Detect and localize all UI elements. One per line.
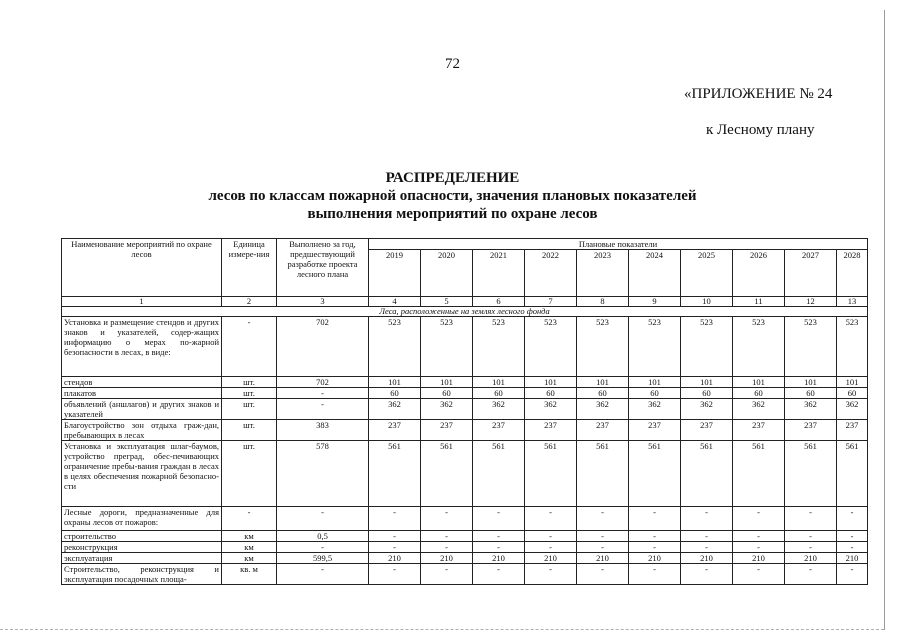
section-row bbox=[62, 307, 868, 317]
row-planned-value: 362 bbox=[369, 399, 421, 420]
column-number: 13 bbox=[837, 297, 868, 307]
row-planned-value: 101 bbox=[421, 377, 473, 388]
year-header: 2028 bbox=[837, 250, 868, 297]
row-planned-value: - bbox=[785, 542, 837, 553]
year-header: 2026 bbox=[733, 250, 785, 297]
table-row bbox=[62, 441, 868, 507]
row-planned-value: 362 bbox=[837, 399, 868, 420]
row-unit: шт. bbox=[222, 377, 277, 388]
row-planned-value: - bbox=[681, 507, 733, 531]
header-planned-indicators: Плановые показатели bbox=[369, 239, 868, 250]
column-number: 5 bbox=[421, 297, 473, 307]
column-number: 1 bbox=[62, 297, 222, 307]
table-row bbox=[62, 399, 868, 420]
column-number: 11 bbox=[733, 297, 785, 307]
header-unit: Единица измере-ния bbox=[222, 239, 277, 297]
row-planned-value: 210 bbox=[473, 553, 525, 564]
row-planned-value: 561 bbox=[577, 441, 629, 507]
appendix-label: «ПРИЛОЖЕНИЕ № 24 bbox=[684, 86, 833, 102]
row-planned-value: - bbox=[421, 564, 473, 585]
year-header: 2021 bbox=[473, 250, 525, 297]
row-activity-name: объявлений (аншлагов) и других знаков и указателей bbox=[62, 399, 222, 420]
row-planned-value: 561 bbox=[681, 441, 733, 507]
row-planned-value: 523 bbox=[837, 317, 868, 377]
row-activity-name: реконструкция bbox=[62, 542, 222, 553]
row-planned-value: 561 bbox=[733, 441, 785, 507]
row-activity-name: Установка и эксплуатация шлаг-баумов, устройство преград, обес-печивающих ограничение пребы-вания граждан в лесах в целях обеспечения пожарной безопасно-сти bbox=[62, 441, 222, 507]
planned-indicators-table bbox=[61, 238, 868, 585]
row-planned-value: 523 bbox=[369, 317, 421, 377]
row-planned-value: - bbox=[681, 564, 733, 585]
row-activity-name: эксплуатация bbox=[62, 553, 222, 564]
row-planned-value: 523 bbox=[681, 317, 733, 377]
row-planned-value: 561 bbox=[525, 441, 577, 507]
row-planned-value: - bbox=[837, 564, 868, 585]
row-done-value: 0,5 bbox=[277, 531, 369, 542]
year-header: 2023 bbox=[577, 250, 629, 297]
column-number: 12 bbox=[785, 297, 837, 307]
year-header: 2024 bbox=[629, 250, 681, 297]
row-planned-value: 362 bbox=[733, 399, 785, 420]
row-unit: шт. bbox=[222, 441, 277, 507]
row-planned-value: - bbox=[369, 542, 421, 553]
row-planned-value: 101 bbox=[837, 377, 868, 388]
row-planned-value: 101 bbox=[577, 377, 629, 388]
row-done-value: 702 bbox=[277, 377, 369, 388]
column-numbers-row bbox=[62, 297, 868, 307]
column-number: 2 bbox=[222, 297, 277, 307]
column-number: 9 bbox=[629, 297, 681, 307]
row-done-value: - bbox=[277, 564, 369, 585]
row-done-value: - bbox=[277, 542, 369, 553]
row-planned-value: 101 bbox=[369, 377, 421, 388]
year-header: 2027 bbox=[785, 250, 837, 297]
row-planned-value: - bbox=[473, 531, 525, 542]
row-planned-value: - bbox=[577, 531, 629, 542]
column-number: 4 bbox=[369, 297, 421, 307]
row-planned-value: - bbox=[525, 507, 577, 531]
row-done-value: 599,5 bbox=[277, 553, 369, 564]
row-planned-value: - bbox=[369, 507, 421, 531]
year-header: 2020 bbox=[421, 250, 473, 297]
row-activity-name: плакатов bbox=[62, 388, 222, 399]
table-row bbox=[62, 420, 868, 441]
row-planned-value: - bbox=[369, 564, 421, 585]
row-activity-name: стендов bbox=[62, 377, 222, 388]
row-planned-value: 101 bbox=[785, 377, 837, 388]
row-planned-value: - bbox=[473, 542, 525, 553]
table-row bbox=[62, 553, 868, 564]
row-planned-value: 362 bbox=[629, 399, 681, 420]
row-unit: кв. м bbox=[222, 564, 277, 585]
row-planned-value: - bbox=[525, 542, 577, 553]
row-activity-name: строительство bbox=[62, 531, 222, 542]
row-planned-value: 210 bbox=[837, 553, 868, 564]
row-done-value: 578 bbox=[277, 441, 369, 507]
row-done-value: 702 bbox=[277, 317, 369, 377]
row-planned-value: - bbox=[837, 542, 868, 553]
row-planned-value: - bbox=[785, 564, 837, 585]
row-planned-value: 210 bbox=[525, 553, 577, 564]
header-done-previous-year: Выполнено за год, предшествующий разработке проекта лесного плана bbox=[277, 239, 369, 297]
row-planned-value: 237 bbox=[369, 420, 421, 441]
row-planned-value: 362 bbox=[785, 399, 837, 420]
row-planned-value: 237 bbox=[629, 420, 681, 441]
row-planned-value: 60 bbox=[369, 388, 421, 399]
row-planned-value: - bbox=[837, 531, 868, 542]
row-planned-value: 101 bbox=[525, 377, 577, 388]
row-activity-name: Благоустройство зон отдыха граж-дан, пребывающих в лесах bbox=[62, 420, 222, 441]
row-planned-value: 101 bbox=[681, 377, 733, 388]
row-planned-value: - bbox=[733, 542, 785, 553]
row-done-value: - bbox=[277, 388, 369, 399]
row-done-value: - bbox=[277, 399, 369, 420]
document-title bbox=[0, 169, 905, 223]
row-planned-value: 237 bbox=[837, 420, 868, 441]
row-planned-value: 210 bbox=[577, 553, 629, 564]
year-header: 2025 bbox=[681, 250, 733, 297]
row-planned-value: 523 bbox=[785, 317, 837, 377]
row-planned-value: 561 bbox=[837, 441, 868, 507]
title-line-2: лесов по классам пожарной опасности, значения плановых показателей bbox=[208, 188, 697, 204]
row-planned-value: - bbox=[577, 507, 629, 531]
column-number: 6 bbox=[473, 297, 525, 307]
row-planned-value: 523 bbox=[629, 317, 681, 377]
row-planned-value: - bbox=[733, 564, 785, 585]
row-planned-value: - bbox=[733, 507, 785, 531]
row-planned-value: 210 bbox=[733, 553, 785, 564]
row-planned-value: 561 bbox=[629, 441, 681, 507]
row-unit: - bbox=[222, 507, 277, 531]
row-planned-value: 210 bbox=[681, 553, 733, 564]
row-planned-value: 362 bbox=[473, 399, 525, 420]
row-planned-value: 523 bbox=[421, 317, 473, 377]
row-planned-value: 60 bbox=[733, 388, 785, 399]
row-planned-value: 237 bbox=[473, 420, 525, 441]
row-planned-value: 362 bbox=[421, 399, 473, 420]
table-row bbox=[62, 317, 868, 377]
column-number: 7 bbox=[525, 297, 577, 307]
row-planned-value: - bbox=[629, 564, 681, 585]
row-planned-value: 561 bbox=[369, 441, 421, 507]
row-planned-value: - bbox=[473, 564, 525, 585]
row-unit: км bbox=[222, 553, 277, 564]
section-title: Леса, расположенные на землях лесного фонда bbox=[62, 307, 868, 317]
table-body bbox=[62, 307, 868, 585]
row-planned-value: 237 bbox=[421, 420, 473, 441]
row-planned-value: 237 bbox=[681, 420, 733, 441]
row-planned-value: - bbox=[733, 531, 785, 542]
row-planned-value: 60 bbox=[525, 388, 577, 399]
row-planned-value: 210 bbox=[785, 553, 837, 564]
row-planned-value: - bbox=[577, 564, 629, 585]
table-row bbox=[62, 377, 868, 388]
row-planned-value: - bbox=[837, 507, 868, 531]
row-planned-value: 237 bbox=[525, 420, 577, 441]
table-row bbox=[62, 564, 868, 585]
row-planned-value: - bbox=[681, 531, 733, 542]
row-planned-value: - bbox=[525, 531, 577, 542]
row-planned-value: 101 bbox=[629, 377, 681, 388]
column-number: 3 bbox=[277, 297, 369, 307]
page-right-edge bbox=[884, 10, 885, 630]
row-unit: шт. bbox=[222, 399, 277, 420]
row-planned-value: 362 bbox=[681, 399, 733, 420]
row-planned-value: 523 bbox=[525, 317, 577, 377]
row-planned-value: 523 bbox=[473, 317, 525, 377]
year-header: 2022 bbox=[525, 250, 577, 297]
row-done-value: - bbox=[277, 507, 369, 531]
page-bottom-edge bbox=[0, 629, 884, 630]
row-planned-value: 60 bbox=[421, 388, 473, 399]
row-planned-value: 237 bbox=[577, 420, 629, 441]
row-activity-name: Лесные дороги, предназначенные для охраны лесов от пожаров: bbox=[62, 507, 222, 531]
row-planned-value: - bbox=[629, 507, 681, 531]
row-planned-value: - bbox=[473, 507, 525, 531]
row-planned-value: 210 bbox=[369, 553, 421, 564]
column-number: 10 bbox=[681, 297, 733, 307]
row-planned-value: - bbox=[525, 564, 577, 585]
page-number: 72 bbox=[445, 56, 460, 72]
row-planned-value: 210 bbox=[629, 553, 681, 564]
row-activity-name: Установка и размещение стендов и других знаков и указателей, содер-жащих информацию о мерах по-жарной безопасности в лесах, в виде: bbox=[62, 317, 222, 377]
row-planned-value: - bbox=[681, 542, 733, 553]
row-planned-value: 561 bbox=[473, 441, 525, 507]
row-unit: шт. bbox=[222, 388, 277, 399]
header-activity-name: Наименование мероприятий по охране лесов bbox=[62, 239, 222, 297]
row-planned-value: - bbox=[369, 531, 421, 542]
row-planned-value: 101 bbox=[733, 377, 785, 388]
row-unit: шт. bbox=[222, 420, 277, 441]
table-row bbox=[62, 388, 868, 399]
row-planned-value: 561 bbox=[785, 441, 837, 507]
row-planned-value: - bbox=[577, 542, 629, 553]
row-planned-value: 60 bbox=[785, 388, 837, 399]
row-planned-value: 362 bbox=[577, 399, 629, 420]
row-planned-value: 60 bbox=[629, 388, 681, 399]
row-planned-value: 60 bbox=[577, 388, 629, 399]
column-number: 8 bbox=[577, 297, 629, 307]
row-planned-value: 523 bbox=[577, 317, 629, 377]
row-unit: - bbox=[222, 317, 277, 377]
table-row bbox=[62, 507, 868, 531]
row-planned-value: - bbox=[785, 507, 837, 531]
appendix-subtitle: к Лесному плану bbox=[706, 122, 815, 138]
row-unit: км bbox=[222, 542, 277, 553]
row-planned-value: - bbox=[421, 542, 473, 553]
row-planned-value: 210 bbox=[421, 553, 473, 564]
title-line-1: РАСПРЕДЕЛЕНИЕ bbox=[385, 170, 520, 186]
row-planned-value: - bbox=[421, 531, 473, 542]
row-planned-value: 237 bbox=[785, 420, 837, 441]
row-activity-name: Строительство, реконструкция и эксплуатация посадочных площа- bbox=[62, 564, 222, 585]
row-planned-value: - bbox=[785, 531, 837, 542]
row-planned-value: - bbox=[629, 531, 681, 542]
row-planned-value: - bbox=[629, 542, 681, 553]
row-planned-value: 237 bbox=[733, 420, 785, 441]
row-planned-value: 60 bbox=[837, 388, 868, 399]
table-row bbox=[62, 542, 868, 553]
table-row bbox=[62, 531, 868, 542]
row-planned-value: 60 bbox=[473, 388, 525, 399]
year-header: 2019 bbox=[369, 250, 421, 297]
title-line-3: выполнения мероприятий по охране лесов bbox=[307, 206, 598, 222]
row-done-value: 383 bbox=[277, 420, 369, 441]
row-unit: км bbox=[222, 531, 277, 542]
row-planned-value: 523 bbox=[733, 317, 785, 377]
row-planned-value: 60 bbox=[681, 388, 733, 399]
row-planned-value: 101 bbox=[473, 377, 525, 388]
row-planned-value: - bbox=[421, 507, 473, 531]
row-planned-value: 362 bbox=[525, 399, 577, 420]
row-planned-value: 561 bbox=[421, 441, 473, 507]
